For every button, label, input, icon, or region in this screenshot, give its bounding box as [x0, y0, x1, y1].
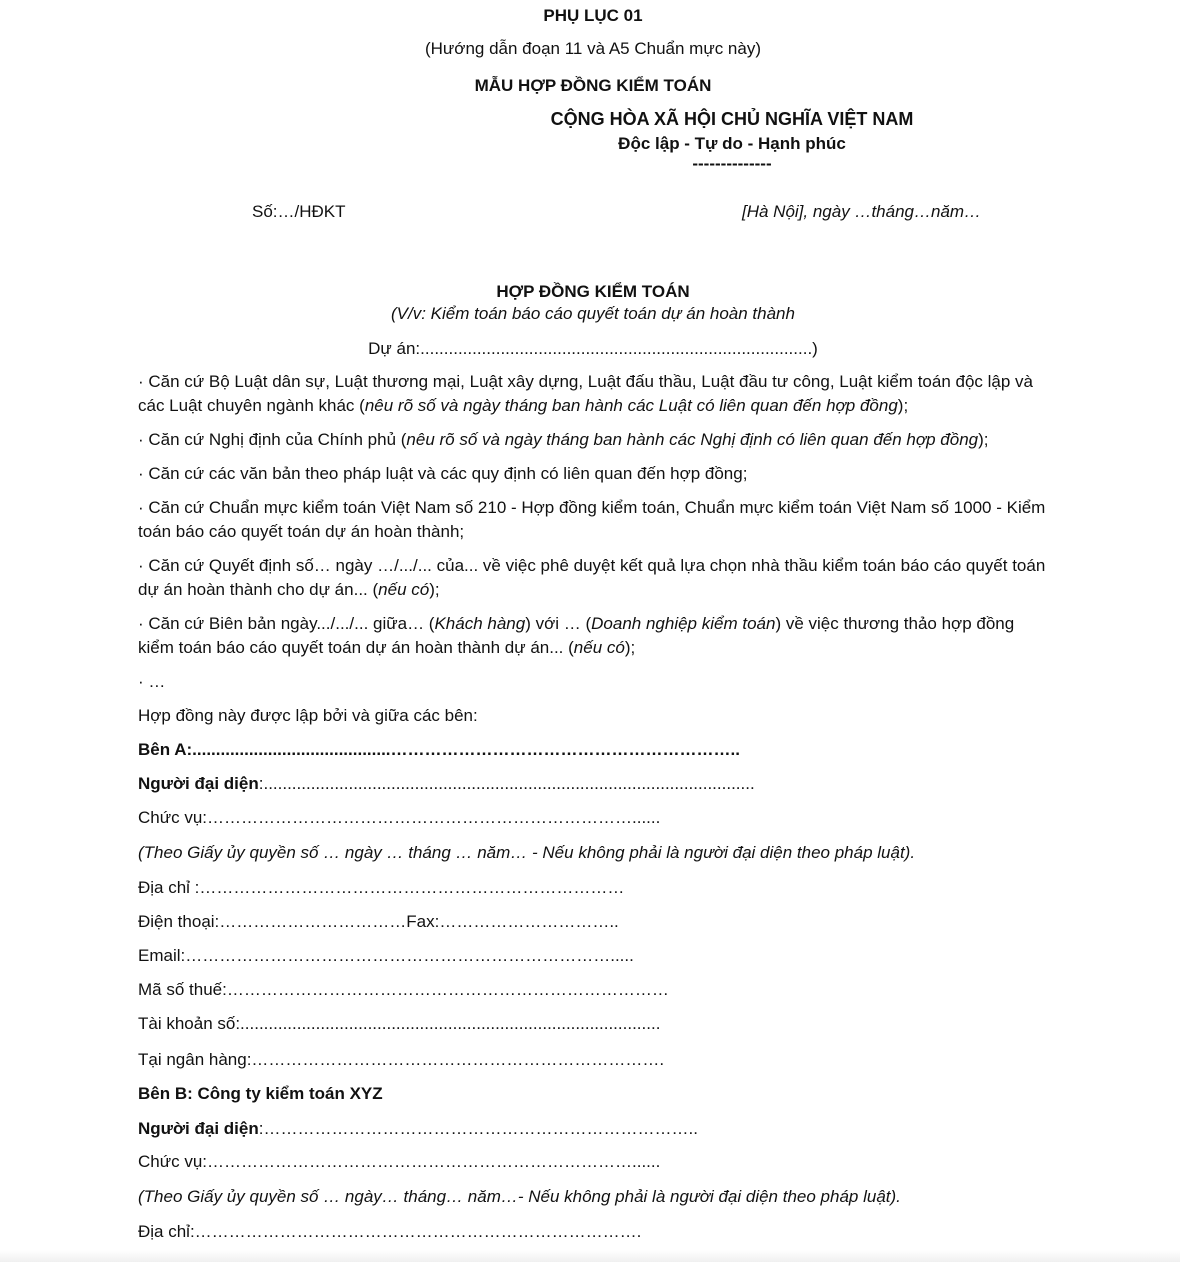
contract-number: Số:…/HĐKT	[252, 202, 346, 221]
basis-item: · Căn cứ Nghị định của Chính phủ (nêu rõ số và ngày tháng ban hành các Nghị định có liên quan đến hợp đồng);	[138, 430, 989, 449]
party-a-representative: Người đại diện:........................................................................................................	[138, 774, 755, 793]
basis-item: · Căn cứ Bộ Luật dân sự, Luật thương mại, Luật xây dựng, Luật đấu thầu, Luật đầu tư công, Luật kiểm toán độc lập và các Luật chuyên ngành khác (nêu rõ số và ngày tháng ban hành các Luật có liên quan đến hợp đồng);	[138, 372, 1033, 415]
party-a-phone-fax: Điện thoại:……………………………Fax:…………………………..	[138, 912, 619, 931]
party-b-label: Bên B: Công ty kiểm toán XYZ	[138, 1084, 383, 1103]
basis-item: · Căn cứ Biên bản ngày.../.../... giữa… (Khách hàng) với … (Doanh nghiệp kiểm toán) về việc thương thảo hợp đồng kiểm toán báo cáo quyết toán dự án hoàn thành dự án... (nếu có);	[138, 614, 1015, 657]
form-title: MẪU HỢP ĐỒNG KIỂM TOÁN	[474, 76, 712, 95]
party-b-position: Chức vụ:…………………………………………………………………......	[138, 1152, 661, 1171]
party-a-address: Địa chỉ :…………………………………………………………………	[138, 878, 625, 897]
party-a-authorization: (Theo Giấy ủy quyền số … ngày … tháng … năm… - Nếu không phải là người đại diện theo pháp luật).	[138, 843, 916, 862]
party-a-tax-code: Mã số thuế:……………………………………………………………………	[138, 980, 669, 999]
country-name: CỘNG HÒA XÃ HỘI CHỦ NGHĨA VIỆT NAM	[550, 109, 914, 129]
appendix-subtitle: (Hướng dẫn đoạn 11 và A5 Chuẩn mực này)	[424, 39, 761, 58]
contract-title: HỢP ĐỒNG KIỂM TOÁN	[496, 282, 690, 301]
party-a-email: Email:………………………………………………………………….....	[138, 946, 634, 965]
party-a-bank: Tại ngân hàng:……………………………………………………………….	[138, 1050, 665, 1069]
page-bottom-edge	[0, 1250, 1180, 1262]
basis-item: · Căn cứ Chuẩn mực kiểm toán Việt Nam số 210 - Hợp đồng kiểm toán, Chuẩn mực kiểm toán Việt Nam số 1000 - Kiểm toán báo cáo quyết toán dự án hoàn thành;	[138, 498, 1046, 541]
party-a-label: Bên A:..........................................……………………………………………………..	[138, 740, 740, 759]
national-motto: Độc lập - Tự do - Hạnh phúc	[618, 134, 846, 153]
parties-intro: Hợp đồng này được lập bởi và giữa các bên:	[138, 706, 478, 725]
basis-item: · Căn cứ các văn bản theo pháp luật và các quy định có liên quan đến hợp đồng;	[138, 464, 748, 483]
appendix-title: PHỤ LỤC 01	[543, 6, 643, 25]
party-b-representative: Người đại diện:…………………………………………………………………..	[138, 1119, 698, 1138]
basis-item: · Căn cứ Quyết định số… ngày …/.../... của... về việc phê duyệt kết quả lựa chọn nhà thầu kiểm toán báo cáo quyết toán dự án hoàn thành cho dự án... (nếu có);	[138, 556, 1046, 599]
place-date: [Hà Nội], ngày …tháng…năm…	[742, 202, 982, 221]
basis-item: · …	[138, 672, 166, 691]
party-a-account: Tài khoản số:.........................................................................................	[138, 1014, 661, 1033]
contract-subject: (V/v: Kiểm toán báo cáo quyết toán dự án hoàn thành	[391, 304, 795, 323]
party-a-position: Chức vụ:…………………………………………………………………......	[138, 808, 661, 827]
project-line: Dự án:...................................................................................)	[368, 339, 818, 358]
party-b-authorization: (Theo Giấy ủy quyền số … ngày… tháng… năm…- Nếu không phải là người đại diện theo pháp luật).	[138, 1187, 901, 1206]
party-b-address: Địa chỉ:…………………………………………………………………….	[138, 1222, 642, 1241]
motto-divider: --------------	[692, 154, 772, 173]
